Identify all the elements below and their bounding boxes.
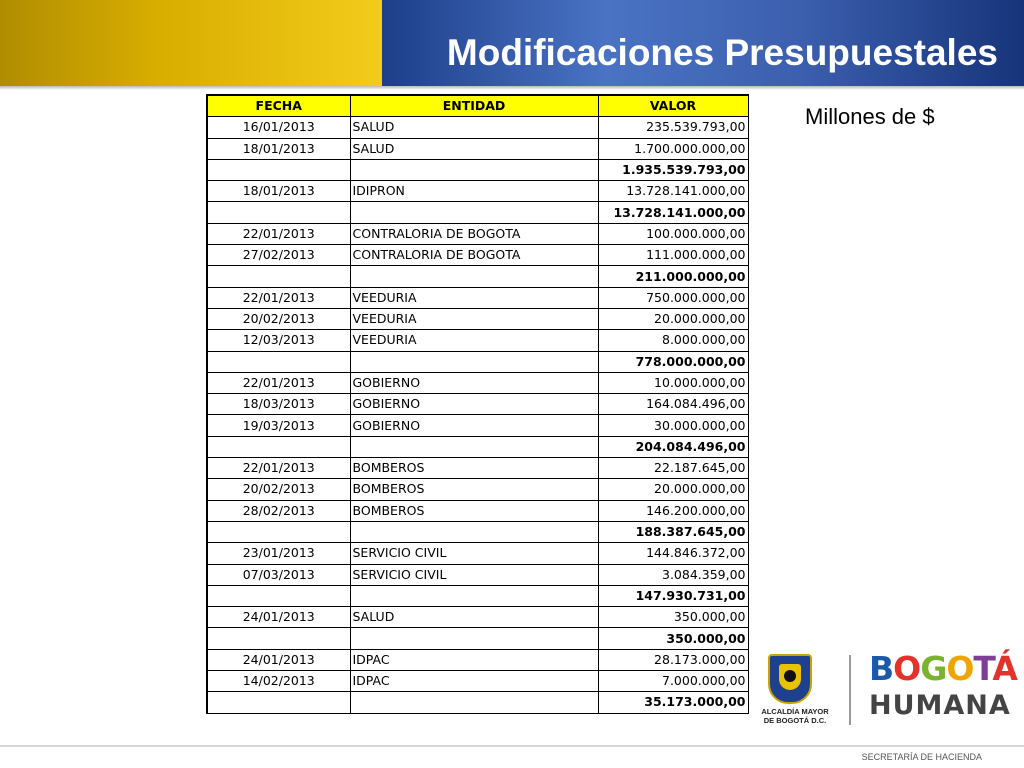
cell-entidad: GOBIERNO (350, 372, 598, 393)
cell-valor: 750.000.000,00 (598, 287, 748, 308)
cell-entidad: SALUD (350, 138, 598, 159)
subtotal-row (207, 628, 748, 649)
cell-entidad (350, 202, 598, 223)
footer-divider (0, 745, 1024, 747)
cell-valor: 164.084.496,00 (598, 394, 748, 415)
table-row (207, 138, 748, 159)
eagle-icon (784, 670, 796, 682)
bogota-letter: G (920, 649, 947, 688)
table-body (207, 117, 748, 713)
cell-fecha (207, 202, 350, 223)
cell-valor: 111.000.000,00 (598, 245, 748, 266)
header-fecha: FECHA (207, 95, 350, 117)
cell-fecha: 22/01/2013 (207, 372, 350, 393)
cell-fecha: 16/01/2013 (207, 117, 350, 138)
table-row (207, 308, 748, 329)
cell-entidad: GOBIERNO (350, 415, 598, 436)
cell-fecha: 12/03/2013 (207, 330, 350, 351)
cell-fecha (207, 436, 350, 457)
table-row (207, 479, 748, 500)
header-valor: VALOR (598, 95, 748, 117)
alcaldia-line2: DE BOGOTÁ D.C. (763, 716, 827, 725)
cell-entidad (350, 266, 598, 287)
cell-valor: 22.187.645,00 (598, 458, 748, 479)
cell-entidad (350, 692, 598, 713)
cell-fecha: 18/01/2013 (207, 181, 350, 202)
bogota-letter: O (893, 649, 921, 688)
cell-valor: 20.000.000,00 (598, 308, 748, 329)
cell-entidad: BOMBEROS (350, 500, 598, 521)
cell-fecha (207, 628, 350, 649)
table-row (207, 671, 748, 692)
cell-entidad (350, 628, 598, 649)
table-row (207, 543, 748, 564)
subtotal-row (207, 159, 748, 180)
subtotal-row (207, 351, 748, 372)
cell-fecha (207, 521, 350, 542)
alcaldia-line1: ALCALDÍA MAYOR (761, 707, 829, 716)
table-row (207, 607, 748, 628)
cell-valor: 35.173.000,00 (598, 692, 748, 713)
slide-title: Modificaciones Presupuestales (446, 32, 998, 73)
cell-fecha: 22/01/2013 (207, 223, 350, 244)
header-shadow (0, 86, 1024, 90)
cell-valor: 350.000,00 (598, 628, 748, 649)
cell-fecha: 28/02/2013 (207, 500, 350, 521)
alcaldia-shield-icon (768, 654, 812, 704)
footer-org: SECRETARÍA DE HACIENDA (861, 752, 982, 762)
cell-valor: 20.000.000,00 (598, 479, 748, 500)
table-row (207, 564, 748, 585)
bogota-letter: T (973, 649, 993, 688)
bogota-logo-text (869, 650, 1017, 688)
cell-entidad: BOMBEROS (350, 458, 598, 479)
cell-fecha: 22/01/2013 (207, 287, 350, 308)
cell-valor: 1.700.000.000,00 (598, 138, 748, 159)
cell-entidad (350, 585, 598, 606)
cell-entidad (350, 159, 598, 180)
cell-fecha: 18/01/2013 (207, 138, 350, 159)
table-row (207, 372, 748, 393)
humana-logo-text: HUMANA (869, 690, 1011, 721)
cell-valor: 10.000.000,00 (598, 372, 748, 393)
table-row (207, 394, 748, 415)
cell-fecha (207, 585, 350, 606)
cell-fecha: 19/03/2013 (207, 415, 350, 436)
cell-valor: 146.200.000,00 (598, 500, 748, 521)
cell-entidad: SALUD (350, 117, 598, 138)
cell-fecha: 07/03/2013 (207, 564, 350, 585)
cell-entidad: GOBIERNO (350, 394, 598, 415)
cell-entidad: VEEDURIA (350, 330, 598, 351)
cell-fecha: 20/02/2013 (207, 308, 350, 329)
table-row (207, 330, 748, 351)
table-row (207, 117, 748, 138)
cell-fecha: 24/01/2013 (207, 649, 350, 670)
cell-fecha: 22/01/2013 (207, 458, 350, 479)
cell-fecha (207, 159, 350, 180)
cell-fecha: 23/01/2013 (207, 543, 350, 564)
cell-valor: 3.084.359,00 (598, 564, 748, 585)
bogota-letter: Á (992, 649, 1017, 688)
subtotal-row (207, 436, 748, 457)
cell-entidad: IDPAC (350, 671, 598, 692)
cell-fecha: 24/01/2013 (207, 607, 350, 628)
table-row (207, 458, 748, 479)
table-row (207, 500, 748, 521)
header-gold-band (0, 0, 382, 86)
cell-fecha: 14/02/2013 (207, 671, 350, 692)
subtotal-row (207, 266, 748, 287)
cell-fecha: 18/03/2013 (207, 394, 350, 415)
bogota-letter: O (946, 649, 974, 688)
table-row (207, 287, 748, 308)
cell-entidad: BOMBEROS (350, 479, 598, 500)
subtotal-row (207, 202, 748, 223)
cell-valor: 1.935.539.793,00 (598, 159, 748, 180)
cell-valor: 30.000.000,00 (598, 415, 748, 436)
table-row (207, 415, 748, 436)
cell-valor: 13.728.141.000,00 (598, 202, 748, 223)
table-row (207, 223, 748, 244)
cell-valor: 204.084.496,00 (598, 436, 748, 457)
alcaldia-logo-text (750, 707, 840, 725)
cell-valor: 144.846.372,00 (598, 543, 748, 564)
cell-entidad: VEEDURIA (350, 308, 598, 329)
cell-entidad: IDPAC (350, 649, 598, 670)
cell-valor: 8.000.000,00 (598, 330, 748, 351)
cell-entidad: IDIPRON (350, 181, 598, 202)
cell-fecha (207, 692, 350, 713)
subtotal-row (207, 521, 748, 542)
slide-header (0, 0, 1024, 88)
cell-entidad: CONTRALORIA DE BOGOTA (350, 223, 598, 244)
table-row (207, 245, 748, 266)
cell-fecha: 20/02/2013 (207, 479, 350, 500)
cell-entidad: SERVICIO CIVIL (350, 543, 598, 564)
cell-entidad (350, 521, 598, 542)
subtotal-row (207, 585, 748, 606)
cell-valor: 28.173.000,00 (598, 649, 748, 670)
cell-valor: 350.000,00 (598, 607, 748, 628)
cell-valor: 211.000.000,00 (598, 266, 748, 287)
cell-fecha (207, 266, 350, 287)
logo-divider (849, 655, 851, 725)
budget-table (206, 94, 749, 714)
table-row (207, 649, 748, 670)
bogota-letter: B (869, 649, 894, 688)
cell-valor: 7.000.000,00 (598, 671, 748, 692)
units-label: Millones de $ (805, 104, 935, 129)
header-entidad: ENTIDAD (350, 95, 598, 117)
cell-entidad: SERVICIO CIVIL (350, 564, 598, 585)
cell-entidad (350, 351, 598, 372)
cell-valor: 778.000.000,00 (598, 351, 748, 372)
subtotal-row (207, 692, 748, 713)
cell-valor: 100.000.000,00 (598, 223, 748, 244)
cell-valor: 13.728.141.000,00 (598, 181, 748, 202)
cell-valor: 235.539.793,00 (598, 117, 748, 138)
cell-entidad (350, 436, 598, 457)
cell-entidad: SALUD (350, 607, 598, 628)
cell-fecha (207, 351, 350, 372)
cell-entidad: CONTRALORIA DE BOGOTA (350, 245, 598, 266)
table-row (207, 181, 748, 202)
cell-entidad: VEEDURIA (350, 287, 598, 308)
cell-valor: 188.387.645,00 (598, 521, 748, 542)
table-header-row (207, 95, 748, 117)
cell-fecha: 27/02/2013 (207, 245, 350, 266)
cell-valor: 147.930.731,00 (598, 585, 748, 606)
